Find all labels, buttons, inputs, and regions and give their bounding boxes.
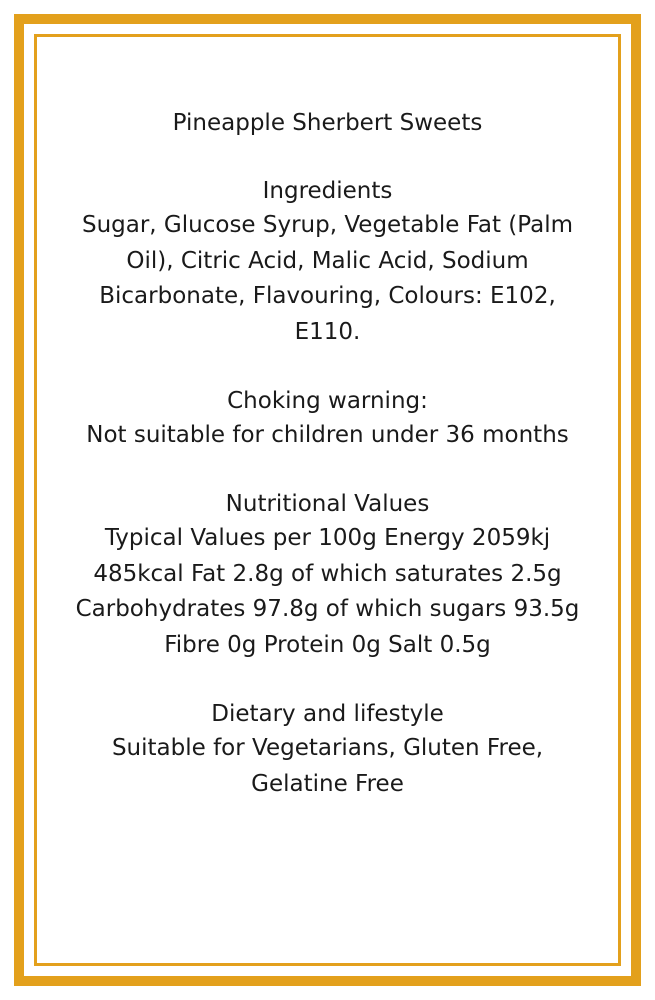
section-heading-dietary-lifestyle: Dietary and lifestyle [211,700,444,727]
section-choking-warning [64,384,591,454]
bottom-spacer [64,803,591,823]
section-dietary-lifestyle [64,697,591,803]
section-body-ingredients: Sugar, Glucose Syrup, Vegetable Fat (Palm Oil), Citric Acid, Malic Acid, Sodium Bicarbonate, Flavouring, Colours: E102, E110. [81,212,574,345]
section-heading-nutritional-values: Nutritional Values [225,490,430,517]
label-content [48,48,607,952]
product-title: Pineapple Sherbert Sweets [172,110,483,136]
section-heading-choking-warning: Choking warning: [227,387,428,414]
section-heading-ingredients: Ingredients [262,177,393,204]
section-body-dietary-lifestyle: Suitable for Vegetarians, Gluten Free, Gelatine Free [111,735,544,797]
section-body-choking-warning: Not suitable for children under 36 months [86,422,569,449]
section-nutritional-values [64,487,591,664]
section-ingredients [64,174,591,351]
section-body-nutritional-values: Typical Values per 100g Energy 2059kj 485kcal Fat 2.8g of which saturates 2.5g Carbohydrates 97.8g of which sugars 93.5g Fibre 0g Protein 0g Salt 0.5g [75,525,580,659]
